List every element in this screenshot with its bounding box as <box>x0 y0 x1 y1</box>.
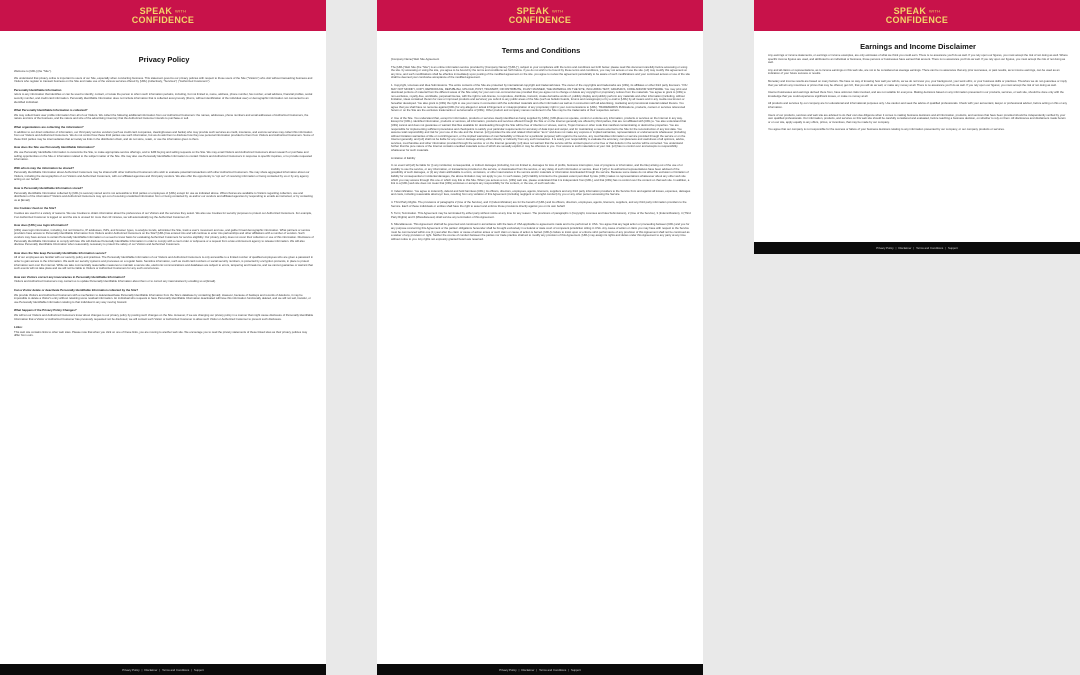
section-paragraph: We use Personally Identifiable Information to customize the Site, to make appropriate service offerings, and to fulfill buying and selling requests on the Site. We may email Visitors and Authorized Customers about research or purchase and selling opportunities on the Site or information related to the subject matter of the Site. We may also use Personally Identifiable Information to contact Visitors and Authorized Customers in response to specific inquiries, or to provide requested information. <box>14 149 312 162</box>
section-paragraph: In no event will [url] be liable for (i) any incidental, consequential, or indirect damages (including, but not limited to, damages for loss of profits, business interruption, loss of programs or information, and the like) arising out of the use of or inability to use the service, or any information, or transactions provided on the service, or downloaded from the service, or any delay of such information or service. Even if [url] or its authorized representatives have been advised of the possibility of such damages, or (ii) any claim attributable to errors, omissions, or other inaccuracies in the service and/or materials or information downloaded through the service. Because some states do not allow the exclusion or limitation of liability for consequential or incidental damages, the above limitation may not apply to you. In such states, [url]'s liability is limited to the greatest extent permitted by law. [URL] makes no representations whatsoever about any other web site which you may access through this one or which may link to this Site. When you access a non- [URL] web site, please understand that it is independent from [URL], and that [URL] has no control over the content on that web site. In addition, a link to a [URL] web site does not mean that [URL] endorses or accepts any responsibility for the content, or the use, of such web site. <box>391 163 690 186</box>
section-paragraph: 1. Copyright, Licenses and Idea Submissions. The entire contents of the Site are protected by international copyright and trademark laws. The owner of the copyrights and trademarks are [URL], its affiliates or other third party licensors. YOU MAY NOT MODIFY, COPY, REPRODUCE, REPUBLISH, UPLOAD, POST, TRANSMIT, OR DISTRIBUTE, IN ANY MANNER, THE MATERIAL ON THE SITE, INCLUDING TEXT, GRAPHICS, CODE AND/OR SOFTWARE. You may print and download portions of material from the different areas of the Site solely for your own non-commercial use provided that you agree not to change or delete any copyright or proprietary notices from the materials. You agree to grant to [URL] a non-exclusive, royalty-free, worldwide, perpetual license, with the right to sub-license, to reproduce, distribute, transmit, create derivative works of, publicly display and publicly perform any materials and other information (including, without limitation, ideas contained therein for new or improved products and services) you submit to any public areas of the Site (such as bulletin boards, forums and newsgroups) or by e-mail to [URL] by all means and in any media now known or hereafter developed. You also grant to [URL] the right to use your name in connection with the submitted materials and other information as well as in connection with all advertising, marketing and promotional material related thereto. You agree that you shall have no recourse against [URL] for any alleged or actual infringement or misappropriation of any proprietary right in your communications to [URL]. TRADEMARKS Publications, products, content or services referenced herein or on the Site are the exclusive trademarks or servicemarks of [URL]. Other product and company names mentioned in the Site may be the trademarks of their respective owners. <box>391 82 688 113</box>
section-heading: How does the Site use Personally Identifiable Information? <box>14 145 95 150</box>
section-paragraph: We may collect basic user profile information from all of our Visitors. We collect the following additional information from our Authorized Customers: the names, addresses, phone numbers and email addresses of Authorized Customers, the nature and size of the business, and the nature and size of the advertising inventory that the Authorized Customer intends to purchase or sell. <box>14 112 309 121</box>
section-heading: How does the Site keep Personally Identifiable Information secure? <box>14 250 107 255</box>
section-paragraph: 5. Term; Termination. This Agreement may be terminated by either party without notice at any time for any reason. The provisions of paragraphs 1 (Copyright, Licenses and Idea Submissions), 2 (Use of the Service), 3 (Indemnification), 4 (Third Party Rights) and 6 (Miscellaneous) shall survive any termination of this Agreement. <box>391 211 691 219</box>
section-heading: Personally Identifiable Information <box>14 87 62 92</box>
page-footer <box>0 664 326 675</box>
section-paragraph: In addition to our direct collection of information, our third party service vendors (such as credit card companies, clearinghouses and banks) who may provide such services as credit, insurance, and escrow services may collect this information from our Visitors and Authorized Customers. We do not control how these third parties use such information, but we do ask them to disclose how they use personal information provided to them from Visitors and Authorized Customers. Some of these third parties may be intermediaries that act solely as links in the distribution chain, and do not store, retain, or use the information given to them. <box>14 129 314 141</box>
footer-separator: | <box>913 246 915 250</box>
section-paragraph: We provide Visitors and Authorized Customers with a mechanism to delete/deactivate Personally Identifiable Information from the Site's database by contacting [Email]. However, because of backups and records of deletions, it may be impossible to delete a Visitor's entry without retaining some residual information. An individual who requests to have Personally Identifiable Information deactivated will have this information functionally deleted, and we will not sell, transfer, or use Personally Identifiable Information relating to that individual in any way moving forward. <box>14 292 311 304</box>
brand-logo[interactable]: SPEAK WITH CONFIDENCE <box>131 6 195 25</box>
page-footer <box>377 664 703 675</box>
page-footer <box>754 242 1080 254</box>
footer-separator: | <box>895 246 897 250</box>
earnings-disclaimer-page <box>754 0 1080 254</box>
footer-link-support[interactable]: Support <box>193 667 204 672</box>
section-heading: How does [URL] use login information? <box>14 223 69 228</box>
section-paragraph: 6. Miscellaneous. This Agreement shall all be governed and construed in accordance with the laws of USA applicable to agreements made and to be performed in USA. You agree that any legal action or proceeding between [URL] and you for any purpose concerning this Agreement or the parties' obligations hereunder shall be brought exclusively in a federal or state court of competent jurisdiction sitting in USA. Any cause of action or claim you may have with respect to the Service must be commenced within one (1) year after the claim or cause of action arises or such claim or cause of action is barred. [URL]'s failure to insist upon or enforce strict performance of any provision of this Agreement shall not be construed as a waiver of any provision or right. Neither the course of conduct between the parties nor trade practice shall act to modify any provision of this Agreement. [URL] may assign its rights and duties under this Agreement to any party at any time without notice to you. Any rights not expressly granted herein are reserved. <box>391 222 690 241</box>
section-heading: How is Personally Identifiable Information stored? <box>14 186 83 191</box>
section-heading: Are Cookies Used on the Site? <box>14 206 57 211</box>
section-heading: What Personally Identifiable Information is collected? <box>14 108 88 113</box>
section-heading: What happens if the Privacy Policy Changes? <box>14 308 77 313</box>
section-paragraph: Visitors and Authorized Customers may contact us to update Personally Identifiable Information about them or to correct any inaccuracies by emailing us at [Email]. <box>14 279 216 284</box>
page-header <box>0 0 326 31</box>
section-paragraph: This web site contains links to other web sites. Please note that when you click on one of these links, you are moving to another web site. We encourage you to read the privacy statements of these linked sites as their privacy policies may differ from ours. <box>14 329 308 338</box>
section-paragraph: refers to any information that identifies or can be used to identify, contact, or locate the person to whom such information pertains, including, but not limited to, name, address, phone number, fax number, email address, financial profiles, social security number, and credit card information. Personally Identifiable Information does not include information that is collected anonymously (that is, without identification of the individual user) or demographic information not connected to an identified individual. <box>14 92 313 104</box>
page-title: Privacy Policy <box>138 55 190 64</box>
footer-link-disclaimer[interactable]: Disclaimer <box>144 667 158 672</box>
footer-link-support[interactable]: Support <box>947 246 958 250</box>
section-paragraph: Personally Identifiable Information about Authorized Customers may be shared with other Authorized Customers who wish to evaluate potential transactions with other Authorized Customers. We may share aggregated information about our Visitors, including the demographics of our Visitors and Authorized Customers, with our affiliated agencies and third party vendors. We also offer the opportunity to "opt out" of receiving information or being contacted by us or by any agency acting on our behalf. <box>14 170 310 182</box>
section-paragraph: Any and all claims or representations, as to income earnings on this web site, are not to be considered as average earnings. There can be no assurance that any prior successes, or past results, as to income earnings, can be used as an indication of your future success or results. <box>768 67 1060 76</box>
section-paragraph: Limitation of liability <box>391 155 416 160</box>
section-paragraph: The [URL] Web Site (the "Site") is an online information service provided by [Company Name] ("[URL]"), subject to your compliance with the terms and conditions set forth below. please read this document carefully before accessing or using the site. by accessing or using the site, you agree to be bound by the terms and conditions set forth below. if you do not wish to be bound by these terms and conditions, you may not access or use the site. [url] may modify this agreement at any time, and such modifications shall be effective immediately upon posting of the modified agreement on the site. you agree to review the agreement periodically to be aware of such modifications and your continued access or use of the site shall be deemed your conclusive acceptance of the modified agreement. <box>391 64 690 80</box>
terms-page <box>377 0 703 675</box>
intro-paragraph: We understand that privacy online is important to users of our Site, especially when conducting business. This statement governs our privacy policies with respect to those users of the Site ("Visitors") who visit without transacting business and Visitors who register to transact business on the Site and make use of the various services offered by [URL] (collectively, "Services") ("Authorized Customers"). <box>14 75 313 84</box>
footer-link-support[interactable]: Support <box>570 667 581 672</box>
section-paragraph: We will let our Visitors and Authorized Customers know about changes to our privacy policy by posting such changes on the Site. However, if we are changing our privacy policy in a manner that might cause disclosure of Personally Identifiable Information that a Visitor or Authorized Customer has previously requested not be disclosed, we will contact such Visitor or Authorized Customer to allow such Visitor or Authorized Customer to prevent such disclosure. <box>14 312 314 321</box>
footer-link-terms-and-conditions[interactable]: Terms and Conditions <box>916 246 944 250</box>
page-title: Terms and Conditions <box>501 46 581 55</box>
section-paragraph: All products and services by our company are for educational and informational purposes only. Use caution and seek the advice of qualified professionals. Check with your accountant, lawyer or professional advisor, before acting on this or any information. <box>768 101 1068 109</box>
page-body <box>377 46 703 241</box>
section-paragraph: Monetary and income results are based on many factors. We have no way of knowing how well you will do, as we do not know you, your background, your work ethic, or your business skills or practices. Therefore we do not guarantee or imply that you will win any incentives or prizes that may be offered, get rich, that you will do as well, or make any money at all. There is no assurance you'll do as well. If you rely upon our figures; you must accept the risk of not doing as well. <box>768 78 1067 87</box>
section-paragraph: 4. Third Party Rights. The provisions of paragraphs 2 (Use of the Service), and 3 (Indemnification) are for the benefit of [URL] and its officers, directors, employees, agents, licensors, suppliers, and any third party information providers to the Service. Each of these individuals or entities shall have the right to assert and enforce those provisions directly against you on its own behalf. <box>391 200 687 208</box>
footer-separator: | <box>518 667 520 672</box>
section-paragraph: 2. Use of the Site. You understand that, except for information, products or services clearly identified as being supplied by [URL], [URL]does not operate, control or endorse any information, products or services on the Internet in any way. Except for [URL]- identified information, products or services, all information, products and services offered through the Site or on the Internet generally are offered by third parties, that are not affiliated with [URL] a. You also understand that [URL] cannot and does not guarantee or warrant that files available for downloading through the Site will be free of infection or viruses, worms, Trojan horses or other code that manifest contaminating or destructive properties. You are responsible for implementing sufficient procedures and checkpoints to satisfy your particular requirements for accuracy of data input and output, and for maintaining a means external to the Site for the reconstruction of any lost data. You assume total responsibility and risk for your use of the site and the Internet. [url] provides the site and related information "as is" and does not make any express or implied warranties, representations or endorsements whatsoever (including without limitation warranties of title or noninfringement, or the implied warranties of merchantability or fitness for a particular purpose) with regard to the service, any merchandise information or service provided through the service or on the Internet generally, and [url] shall not be liable for any cost or damage arising either directly or indirectly from any such transaction. It is solely your responsibility to evaluate the accuracy, completeness and usefulness of all opinions, advice, services, merchandise and other information provided through the service or on the Internet generally. [url] does not warrant that the service will be uninterrupted or error-free or that defects in the service will be corrected. You understand further that the pure nature of the Internet contains unedited materials some of which are sexually explicit or may be offensive to you. Your access to such materials is at your risk. [url] has no control over and accepts no responsibility whatsoever for such materials. <box>391 115 687 153</box>
footer-link-disclaimer[interactable]: Disclaimer <box>898 246 912 250</box>
footer-link-privacy-policy[interactable]: Privacy Policy <box>499 667 517 672</box>
section-paragraph: 3. Indemnification. You agree to indemnify, defend and hold harmless [URL], its officers, directors, employees, agents, licensors, suppliers and any third party information providers to the Service from and against all losses, expenses, damages and costs, including reasonable attorneys' fees, resulting from any violation of this Agreement (including negligent or wrongful conduct) by you or any other person accessing the Service. <box>391 188 691 197</box>
page-body <box>754 42 1080 132</box>
intro-paragraph: Welcome to [URL] (the "Site"). <box>14 69 52 73</box>
footer-separator: | <box>141 667 143 672</box>
footer-separator: | <box>191 667 192 672</box>
section-paragraph: [URL] uses login information, including, but not limited to, IP addresses, ISPs, and browser types, to analyze trends, administer the Site, track a user's movement and use, and gather broad demographic information. What partners or service providers have access to Personally Identifiable Information from Visitors and/or Authorized Customers on the Site? [URL] has entered into and will continue to enter into partnerships and other affiliations with a number of vendors. Such vendors may have access to certain Personally Identifiable Information on a need to know basis for evaluating Authorized Customers for service eligibility. Our privacy policy does not cover their collection or use of this information. Disclosure of Personally Identifiable Information to comply with law. We will disclose Personally Identifiable Information in order to comply with a court order or subpoena or a request from a law enforcement agency to release information. We will also disclose Personally Identifiable Information when reasonably necessary to protect the safety of our Visitors and Authorized Customers. <box>14 227 314 247</box>
page-title: Earnings and Income Disclaimer <box>860 42 976 51</box>
footer-separator: | <box>945 246 946 250</box>
section-heading: With whom may the information be shared? <box>14 165 75 170</box>
section-heading: What organizations are collecting the information? <box>14 124 84 129</box>
section-paragraph: [Company Name] Web Site Agreement <box>391 57 440 61</box>
section-paragraph: Personally Identifiable Information collected by [URL] is securely stored and is not accessible to third parties or employees of [URL] except for use as indicated above. What choices are available to Visitors regarding collection, use and distribution of the information? Visitors and Authorized Customers may opt out of receiving unsolicited information from or being contacted by us and/or our vendors and affiliated agencies by responding to emails as instructed, or by contacting us at [Email]. <box>14 190 313 202</box>
section-paragraph: Any earnings or income statements, or earnings or income examples, are only estimates of what we think you could earn. There is no assurance you'll do as well. If you rely upon our figures, you must accept the risk of not doing as well. Where specific income figures are used, and attributed to an individual or business, those persons or businesses have earned that amount. There is no assurance you'll do as well. If you rely upon our figures, you must accept the risk of not doing as well. <box>768 53 1068 65</box>
section-paragraph: Internet businesses and earnings derived there from, have unknown risks involved, and are not suitable for everyone. Making decisions based on any information presented in our products, services, or web site, should be done only with the knowledge that you could experience significant losses, or make no money at all. <box>768 90 1064 98</box>
page-body <box>0 55 326 338</box>
footer-link-terms-and-conditions[interactable]: Terms and Conditions <box>539 667 567 672</box>
page-header <box>377 0 703 31</box>
section-heading: How can Visitors correct any inaccuracies in Personally Identifiable Information? <box>14 274 126 279</box>
section-paragraph: Users of our products, services and web site are advised to do their own due diligence when it comes to making business decisions and all information, products, and services that have been provided should be independently verified by your own qualified professionals. Our information, products, and services on this web site should be carefully considered and evaluated, before reaching a business decision, on whether to rely on them. All disclosures and disclaimers made herein or on our site, apply equally to any offers, prizes, or incentives, that may be made by our company. <box>768 112 1066 124</box>
section-paragraph: Cookies are used for a variety of reasons. We use Cookies to obtain information about the preferences of our Visitors and the services they select. We also use Cookies for security purposes to protect our Authorized Customers. For example, if an Authorized Customer is logged on and the site is unused for more than 10 minutes, we will automatically log the Authorized Customer off. <box>14 211 313 219</box>
footer-link-disclaimer[interactable]: Disclaimer <box>521 667 535 672</box>
privacy-policy-page <box>0 0 326 675</box>
brand-logo[interactable]: SPEAK WITH CONFIDENCE <box>885 6 949 25</box>
section-heading: Links: <box>14 325 23 330</box>
footer-separator: | <box>568 667 569 672</box>
footer-link-privacy-policy[interactable]: Privacy Policy <box>876 246 894 250</box>
section-heading: Can a Visitor delete or deactivate Personally Identifiable Information collected by the Site? <box>14 287 139 292</box>
footer-link-terms-and-conditions[interactable]: Terms and Conditions <box>162 667 190 672</box>
brand-logo[interactable]: SPEAK WITH CONFIDENCE <box>508 6 572 25</box>
page-header <box>754 0 1080 31</box>
footer-separator: | <box>159 667 161 672</box>
footer-link-privacy-policy[interactable]: Privacy Policy <box>122 667 140 672</box>
footer-separator: | <box>536 667 538 672</box>
section-paragraph: You agree that our company is not responsible for the success or failure of your business decisions relating to any information presented by our company, or our company products or services. <box>768 127 1005 132</box>
section-paragraph: All of our employees are familiar with our security policy and practices. The Personally Identifiable Information of our Visitors and Authorized Customers is only accessible to a limited number of qualified employees who are given a password in order to gain access to the information. We audit our security systems and processes on a regular basis. Sensitive information, such as credit card numbers or social security numbers, is protected by encryption protocols, in place to protect information sent over the Internet. While we take commercially reasonable measures to maintain a secure site, electronic communications and databases are subject to errors, tampering and break-ins, and we cannot guarantee or warrant that such events will not take place and we will not be liable to Visitors or Authorized Customers for any such occurrences. <box>14 255 314 271</box>
